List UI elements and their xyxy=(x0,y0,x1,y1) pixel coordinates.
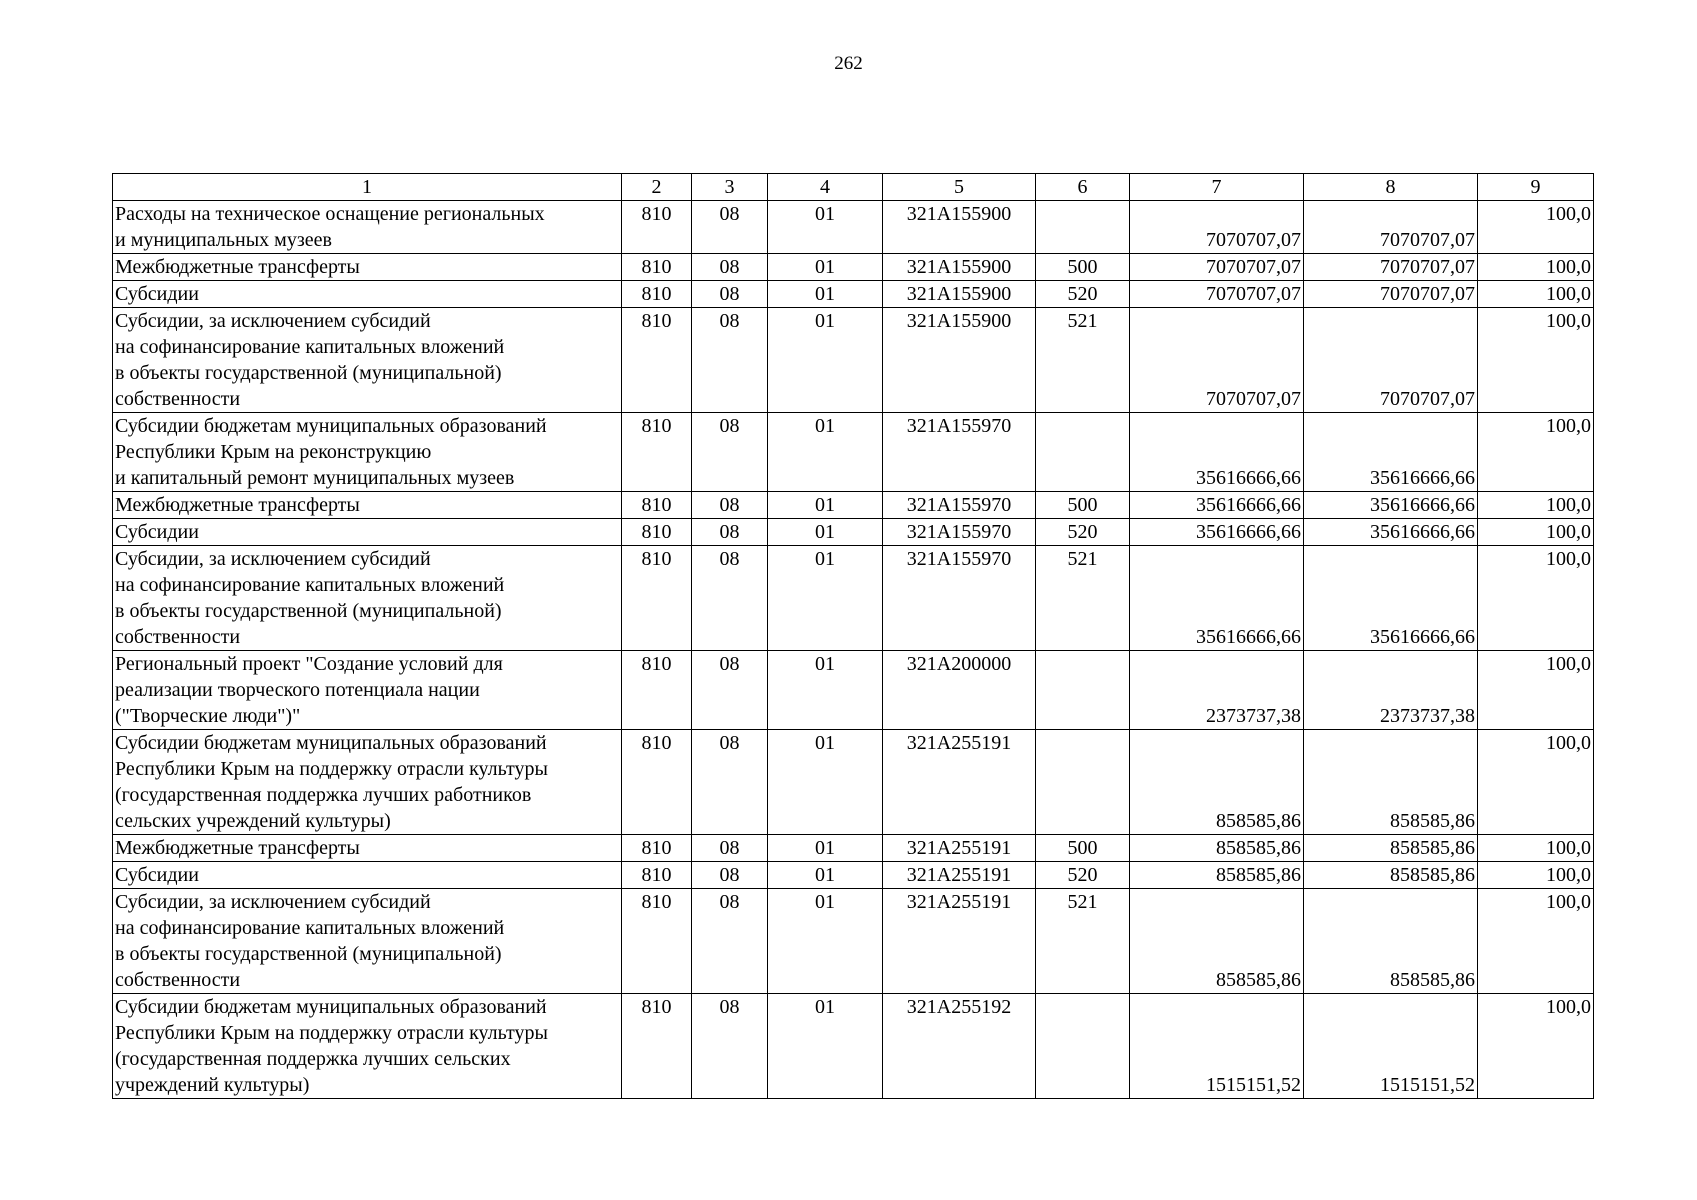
target-article-cell: 321A255191 xyxy=(883,730,1036,835)
glava-code-cell: 810 xyxy=(622,835,692,862)
planned-amount-cell: 2373737,38 xyxy=(1130,651,1304,730)
expense-type-cell: 520 xyxy=(1036,519,1130,546)
table-row xyxy=(113,546,1594,651)
expense-type-cell: 521 xyxy=(1036,308,1130,413)
page-number: 262 xyxy=(834,53,863,74)
execution-percent-cell: 100,0 xyxy=(1478,308,1594,413)
table-row xyxy=(113,201,1594,254)
expense-type-cell: 500 xyxy=(1036,254,1130,281)
podrazdel-code-cell: 01 xyxy=(768,519,883,546)
execution-percent-cell: 100,0 xyxy=(1478,281,1594,308)
table-body xyxy=(113,174,1594,1099)
podrazdel-code-cell: 01 xyxy=(768,308,883,413)
executed-amount-cell: 35616666,66 xyxy=(1304,546,1478,651)
podrazdel-code-cell: 01 xyxy=(768,889,883,994)
row-name-cell: Субсидии xyxy=(113,281,622,308)
razdel-code-cell: 08 xyxy=(692,519,768,546)
header-cell: 4 xyxy=(768,174,883,201)
row-name-cell: Межбюджетные трансферты xyxy=(113,492,622,519)
expense-type-cell: 521 xyxy=(1036,546,1130,651)
expense-type-cell xyxy=(1036,413,1130,492)
podrazdel-code-cell: 01 xyxy=(768,835,883,862)
table-row xyxy=(113,492,1594,519)
executed-amount-cell: 7070707,07 xyxy=(1304,201,1478,254)
header-cell: 5 xyxy=(883,174,1036,201)
target-article-cell: 321A200000 xyxy=(883,651,1036,730)
razdel-code-cell: 08 xyxy=(692,281,768,308)
execution-percent-cell: 100,0 xyxy=(1478,862,1594,889)
target-article-cell: 321A255191 xyxy=(883,835,1036,862)
header-cell: 7 xyxy=(1130,174,1304,201)
execution-percent-cell: 100,0 xyxy=(1478,835,1594,862)
podrazdel-code-cell: 01 xyxy=(768,281,883,308)
execution-percent-cell: 100,0 xyxy=(1478,254,1594,281)
execution-percent-cell: 100,0 xyxy=(1478,201,1594,254)
table-row xyxy=(113,413,1594,492)
razdel-code-cell: 08 xyxy=(692,994,768,1099)
razdel-code-cell: 08 xyxy=(692,492,768,519)
podrazdel-code-cell: 01 xyxy=(768,862,883,889)
glava-code-cell: 810 xyxy=(622,254,692,281)
razdel-code-cell: 08 xyxy=(692,201,768,254)
row-name-cell: Субсидии xyxy=(113,862,622,889)
target-article-cell: 321A255192 xyxy=(883,994,1036,1099)
executed-amount-cell: 858585,86 xyxy=(1304,862,1478,889)
podrazdel-code-cell: 01 xyxy=(768,651,883,730)
executed-amount-cell: 2373737,38 xyxy=(1304,651,1478,730)
header-cell: 8 xyxy=(1304,174,1478,201)
target-article-cell: 321A155970 xyxy=(883,413,1036,492)
target-article-cell: 321A155970 xyxy=(883,492,1036,519)
table-row xyxy=(113,254,1594,281)
razdel-code-cell: 08 xyxy=(692,889,768,994)
execution-percent-cell: 100,0 xyxy=(1478,994,1594,1099)
expense-type-cell: 520 xyxy=(1036,862,1130,889)
executed-amount-cell: 858585,86 xyxy=(1304,730,1478,835)
razdel-code-cell: 08 xyxy=(692,730,768,835)
row-name-cell: Субсидии бюджетам муниципальных образований Республики Крым на поддержку отрасли культуры (государственная поддержка лучших сельских учреждений культуры) xyxy=(113,994,622,1099)
row-name-cell: Субсидии бюджетам муниципальных образований Республики Крым на реконструкцию и капитальный ремонт муниципальных музеев xyxy=(113,413,622,492)
expense-type-cell xyxy=(1036,730,1130,835)
glava-code-cell: 810 xyxy=(622,308,692,413)
glava-code-cell: 810 xyxy=(622,546,692,651)
table-row xyxy=(113,835,1594,862)
expense-type-cell: 521 xyxy=(1036,889,1130,994)
header-cell: 2 xyxy=(622,174,692,201)
row-name-cell: Субсидии, за исключением субсидий на софинансирование капитальных вложений в объекты государственной (муниципальной) собственности xyxy=(113,308,622,413)
table-row xyxy=(113,281,1594,308)
target-article-cell: 321A155900 xyxy=(883,254,1036,281)
execution-percent-cell: 100,0 xyxy=(1478,651,1594,730)
glava-code-cell: 810 xyxy=(622,862,692,889)
budget-table xyxy=(112,173,1594,1099)
podrazdel-code-cell: 01 xyxy=(768,994,883,1099)
row-name-cell: Региональный проект "Создание условий для реализации творческого потенциала нации ("Творческие люди")" xyxy=(113,651,622,730)
executed-amount-cell: 7070707,07 xyxy=(1304,308,1478,413)
expense-type-cell xyxy=(1036,651,1130,730)
expense-type-cell: 500 xyxy=(1036,835,1130,862)
target-article-cell: 321A155970 xyxy=(883,546,1036,651)
planned-amount-cell: 35616666,66 xyxy=(1130,546,1304,651)
execution-percent-cell: 100,0 xyxy=(1478,889,1594,994)
razdel-code-cell: 08 xyxy=(692,835,768,862)
target-article-cell: 321A255191 xyxy=(883,889,1036,994)
podrazdel-code-cell: 01 xyxy=(768,254,883,281)
target-article-cell: 321A155900 xyxy=(883,281,1036,308)
podrazdel-code-cell: 01 xyxy=(768,492,883,519)
target-article-cell: 321A155970 xyxy=(883,519,1036,546)
executed-amount-cell: 1515151,52 xyxy=(1304,994,1478,1099)
planned-amount-cell: 35616666,66 xyxy=(1130,492,1304,519)
glava-code-cell: 810 xyxy=(622,492,692,519)
expense-type-cell xyxy=(1036,201,1130,254)
planned-amount-cell: 858585,86 xyxy=(1130,835,1304,862)
execution-percent-cell: 100,0 xyxy=(1478,546,1594,651)
table-row xyxy=(113,994,1594,1099)
execution-percent-cell: 100,0 xyxy=(1478,413,1594,492)
expense-type-cell: 520 xyxy=(1036,281,1130,308)
table-row xyxy=(113,519,1594,546)
table-row xyxy=(113,862,1594,889)
glava-code-cell: 810 xyxy=(622,651,692,730)
expense-type-cell: 500 xyxy=(1036,492,1130,519)
planned-amount-cell: 858585,86 xyxy=(1130,889,1304,994)
row-name-cell: Расходы на техническое оснащение региональных и муниципальных музеев xyxy=(113,201,622,254)
planned-amount-cell: 858585,86 xyxy=(1130,730,1304,835)
executed-amount-cell: 35616666,66 xyxy=(1304,519,1478,546)
target-article-cell: 321A155900 xyxy=(883,201,1036,254)
razdel-code-cell: 08 xyxy=(692,254,768,281)
planned-amount-cell: 7070707,07 xyxy=(1130,308,1304,413)
expense-type-cell xyxy=(1036,994,1130,1099)
planned-amount-cell: 35616666,66 xyxy=(1130,519,1304,546)
razdel-code-cell: 08 xyxy=(692,413,768,492)
glava-code-cell: 810 xyxy=(622,519,692,546)
table-row xyxy=(113,651,1594,730)
header-cell: 1 xyxy=(113,174,622,201)
row-name-cell: Субсидии xyxy=(113,519,622,546)
executed-amount-cell: 35616666,66 xyxy=(1304,492,1478,519)
podrazdel-code-cell: 01 xyxy=(768,730,883,835)
header-cell: 3 xyxy=(692,174,768,201)
planned-amount-cell: 35616666,66 xyxy=(1130,413,1304,492)
executed-amount-cell: 858585,86 xyxy=(1304,835,1478,862)
table-row xyxy=(113,308,1594,413)
planned-amount-cell: 7070707,07 xyxy=(1130,281,1304,308)
planned-amount-cell: 858585,86 xyxy=(1130,862,1304,889)
podrazdel-code-cell: 01 xyxy=(768,546,883,651)
target-article-cell: 321A155900 xyxy=(883,308,1036,413)
row-name-cell: Межбюджетные трансферты xyxy=(113,835,622,862)
planned-amount-cell: 7070707,07 xyxy=(1130,254,1304,281)
row-name-cell: Межбюджетные трансферты xyxy=(113,254,622,281)
planned-amount-cell: 7070707,07 xyxy=(1130,201,1304,254)
row-name-cell: Субсидии, за исключением субсидий на софинансирование капитальных вложений в объекты государственной (муниципальной) собственности xyxy=(113,546,622,651)
razdel-code-cell: 08 xyxy=(692,546,768,651)
podrazdel-code-cell: 01 xyxy=(768,413,883,492)
executed-amount-cell: 35616666,66 xyxy=(1304,413,1478,492)
glava-code-cell: 810 xyxy=(622,730,692,835)
execution-percent-cell: 100,0 xyxy=(1478,492,1594,519)
razdel-code-cell: 08 xyxy=(692,651,768,730)
row-name-cell: Субсидии, за исключением субсидий на софинансирование капитальных вложений в объекты государственной (муниципальной) собственности xyxy=(113,889,622,994)
executed-amount-cell: 858585,86 xyxy=(1304,889,1478,994)
glava-code-cell: 810 xyxy=(622,994,692,1099)
row-name-cell: Субсидии бюджетам муниципальных образований Республики Крым на поддержку отрасли культуры (государственная поддержка лучших работников сельских учреждений культуры) xyxy=(113,730,622,835)
planned-amount-cell: 1515151,52 xyxy=(1130,994,1304,1099)
glava-code-cell: 810 xyxy=(622,413,692,492)
header-cell: 9 xyxy=(1478,174,1594,201)
executed-amount-cell: 7070707,07 xyxy=(1304,281,1478,308)
executed-amount-cell: 7070707,07 xyxy=(1304,254,1478,281)
target-article-cell: 321A255191 xyxy=(883,862,1036,889)
podrazdel-code-cell: 01 xyxy=(768,201,883,254)
glava-code-cell: 810 xyxy=(622,201,692,254)
glava-code-cell: 810 xyxy=(622,281,692,308)
glava-code-cell: 810 xyxy=(622,889,692,994)
execution-percent-cell: 100,0 xyxy=(1478,730,1594,835)
header-cell: 6 xyxy=(1036,174,1130,201)
table-row xyxy=(113,730,1594,835)
razdel-code-cell: 08 xyxy=(692,862,768,889)
execution-percent-cell: 100,0 xyxy=(1478,519,1594,546)
table-row xyxy=(113,889,1594,994)
table-header-row xyxy=(113,174,1594,201)
razdel-code-cell: 08 xyxy=(692,308,768,413)
